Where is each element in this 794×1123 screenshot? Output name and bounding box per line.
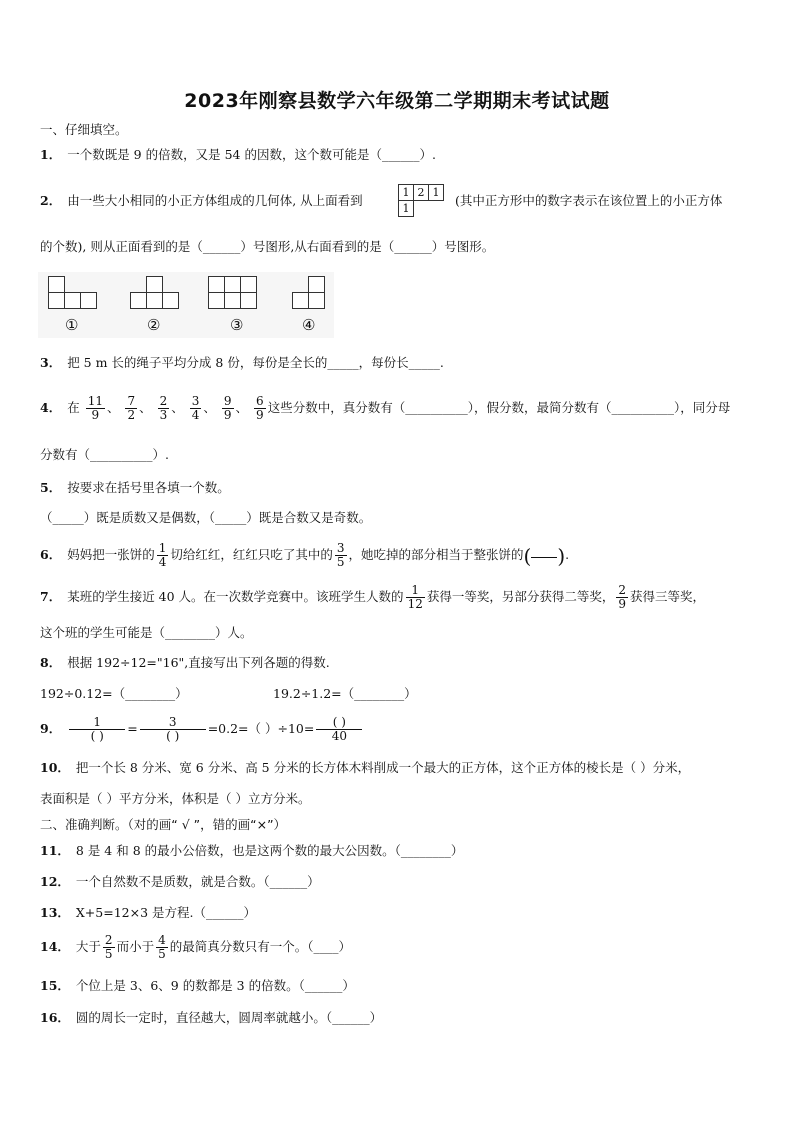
question-text: 而小于 xyxy=(116,939,155,954)
fraction xyxy=(406,584,425,611)
question-text: 大于 xyxy=(75,939,101,954)
question-number: 14． xyxy=(40,939,70,954)
question-8-left: 192÷0.12=（________） xyxy=(40,686,188,701)
question-number: 4． xyxy=(40,400,62,415)
question-5-line2: （_____）既是质数又是偶数，（_____）既是合数又是奇数。 xyxy=(40,510,372,525)
view-options-figure xyxy=(38,272,334,338)
section-heading-judge: 二、准确判断。（对的画“ √ ”，错的画“×”） xyxy=(40,817,287,832)
fraction xyxy=(125,395,137,422)
denominator: 4 xyxy=(191,408,200,422)
question-text: 由一些大小相同的小正方体组成的几何体, 从上面看到 xyxy=(67,193,363,208)
question-number: 10． xyxy=(40,760,70,775)
denominator: 9 xyxy=(223,408,232,422)
question-12 xyxy=(40,874,320,890)
numerator: 6 xyxy=(256,394,264,408)
question-text: 在 xyxy=(67,400,80,415)
numerator: 1 xyxy=(411,583,420,597)
top-view-grid xyxy=(398,184,444,217)
denominator: ( ) xyxy=(166,729,180,743)
grid-cell: 1 xyxy=(399,185,414,201)
question-number: 3． xyxy=(40,355,62,370)
denominator: ( ) xyxy=(90,729,104,743)
page-title: 2023年刚察县数学六年级第二学期期末考试试题 xyxy=(184,90,610,112)
question-number: 11． xyxy=(40,843,70,858)
denominator: 5 xyxy=(336,555,345,569)
fraction xyxy=(86,395,105,422)
question-text: 切给红红，红红只吃了其中的 xyxy=(170,547,333,562)
question-number: 13． xyxy=(40,905,70,920)
question-text: =0.2=（ ）÷10= xyxy=(207,721,315,736)
numerator: ( ) xyxy=(332,715,346,729)
section-heading-fill: 一、仔细填空。 xyxy=(40,122,128,137)
question-2-continued: (其中正方形中的数字表示在该位置上的小正方体 xyxy=(455,193,723,208)
question-8-right: 19.2÷1.2=（________） xyxy=(273,686,417,701)
separator: 、 xyxy=(203,400,216,415)
question-5 xyxy=(40,480,230,496)
question-2 xyxy=(40,193,363,209)
fraction xyxy=(222,395,234,422)
grid-cell-empty xyxy=(429,201,444,217)
denominator: 3 xyxy=(159,408,168,422)
option-label: ② xyxy=(147,316,161,334)
numerator: 3 xyxy=(191,394,200,408)
question-text: 个位上是 3、6、9 的数都是 3 的倍数。（______） xyxy=(75,978,355,993)
question-7-line2: 这个班的学生可能是（________）人。 xyxy=(40,625,253,640)
separator: 、 xyxy=(106,400,120,415)
question-16 xyxy=(40,1010,382,1026)
grid-cell-empty xyxy=(414,201,429,217)
question-11 xyxy=(40,843,463,859)
fraction xyxy=(190,395,202,422)
numerator: 1 xyxy=(93,715,102,729)
fraction xyxy=(254,395,266,422)
denominator: 9 xyxy=(91,408,100,422)
question-text: 把一个长 8 分米、宽 6 分米、高 5 分米的长方体木料削成一个最大的正方体，这个正方体的棱长是（ ）分米， xyxy=(75,760,691,775)
grid-cell: 2 xyxy=(414,185,429,201)
question-13 xyxy=(40,905,256,921)
question-text: 获得三等奖， xyxy=(630,589,706,604)
question-text: 妈妈把一张饼的 xyxy=(67,547,155,562)
fraction xyxy=(69,716,125,743)
fraction xyxy=(157,542,169,569)
question-text: 的最简真分数只有一个。（____） xyxy=(169,939,351,954)
answer-blank-fraction: ( ) xyxy=(523,543,566,568)
denominator: 2 xyxy=(127,408,136,422)
question-text: 某班的学生接近 40 人。在一次数学竞赛中。该班学生人数的 xyxy=(67,589,404,604)
question-14 xyxy=(40,932,351,962)
numerator: 1 xyxy=(158,541,167,555)
option-label: ④ xyxy=(302,316,316,334)
question-number: 7． xyxy=(40,589,62,604)
numerator: 2 xyxy=(618,583,626,597)
question-2-line2: 的个数), 则从正面看到的是（______）号图形,从右面看到的是（______）号图形。 xyxy=(40,239,495,254)
question-text: ，她吃掉的部分相当于整张饼的 xyxy=(348,547,524,562)
question-8 xyxy=(40,655,330,671)
denominator: 9 xyxy=(618,597,626,611)
question-15 xyxy=(40,978,355,994)
grid-cell: 1 xyxy=(399,201,414,217)
question-10 xyxy=(40,760,690,776)
question-1 xyxy=(40,147,436,163)
question-text: 8 是 4 和 8 的最小公倍数，也是这两个数的最大公因数。（________） xyxy=(75,843,464,858)
denominator: 4 xyxy=(158,555,167,569)
question-3 xyxy=(40,355,444,371)
question-number: 5． xyxy=(40,480,62,495)
denominator: 5 xyxy=(158,947,166,961)
question-text: 按要求在括号里各填一个数。 xyxy=(67,480,230,495)
question-7 xyxy=(40,582,705,612)
numerator: 3 xyxy=(336,541,345,555)
question-text: 一个数既是 9 的倍数，又是 54 的因数，这个数可能是（______）. xyxy=(67,147,436,162)
question-number: 15． xyxy=(40,978,70,993)
question-number: 9． xyxy=(40,721,62,736)
question-number: 8． xyxy=(40,655,62,670)
question-4-line2: 分数有（__________）. xyxy=(40,447,169,462)
separator: 、 xyxy=(171,400,184,415)
fraction xyxy=(140,716,206,743)
numerator: 2 xyxy=(104,933,113,947)
denominator: 40 xyxy=(331,729,347,743)
numerator: 11 xyxy=(87,394,103,408)
fraction xyxy=(316,716,362,743)
numerator: 2 xyxy=(159,394,168,408)
separator: 、 xyxy=(139,400,152,415)
denominator: 9 xyxy=(256,408,264,422)
question-text: 这些分数中，真分数有（__________），假分数，最简分数有（__________），同分母 xyxy=(267,400,731,415)
fraction xyxy=(103,934,115,961)
option-label: ① xyxy=(65,316,79,334)
question-number: 16． xyxy=(40,1010,70,1025)
fraction xyxy=(158,395,170,422)
fraction xyxy=(156,934,168,961)
question-9 xyxy=(40,712,364,746)
numerator: 4 xyxy=(158,933,166,947)
option-label: ③ xyxy=(230,316,244,334)
question-text: 根据 192÷12="16",直接写出下列各题的得数. xyxy=(67,655,330,670)
numerator: 9 xyxy=(223,394,232,408)
question-text: 把 5 m 长的绳子平均分成 8 份，每份是全长的_____，每份长_____. xyxy=(67,355,444,370)
question-number: 12． xyxy=(40,874,70,889)
question-text: 圆的周长一定时，直径越大，圆周率就越小。（______） xyxy=(75,1010,383,1025)
question-10-line2: 表面积是（ ）平方分米，体积是（ ）立方分米。 xyxy=(40,791,311,806)
numerator: 7 xyxy=(127,394,136,408)
question-4 xyxy=(40,393,730,423)
denominator: 5 xyxy=(104,947,113,961)
question-text: 一个自然数不是质数，就是合数。（______） xyxy=(75,874,320,889)
equals: = xyxy=(127,721,138,736)
question-number: 2． xyxy=(40,193,62,208)
fraction xyxy=(616,584,628,611)
denominator: 12 xyxy=(407,597,423,611)
question-text: 获得一等奖，另部分获得二等奖， xyxy=(426,589,615,604)
numerator: 3 xyxy=(168,715,177,729)
separator: 、 xyxy=(235,400,249,415)
fraction xyxy=(335,542,347,569)
question-6: 6． 妈妈把一张饼的 $\frac{1}{4}$ 切给红红，红红只吃了其中的 $\frac{3}{5}$ ，她吃掉的部分相当于整张饼的( ). xyxy=(40,541,570,569)
question-number: 1． xyxy=(40,147,62,162)
question-number: 6． xyxy=(40,547,62,562)
question-text: X+5=12×3 是方程.（______） xyxy=(75,905,256,920)
grid-cell: 1 xyxy=(429,185,444,201)
